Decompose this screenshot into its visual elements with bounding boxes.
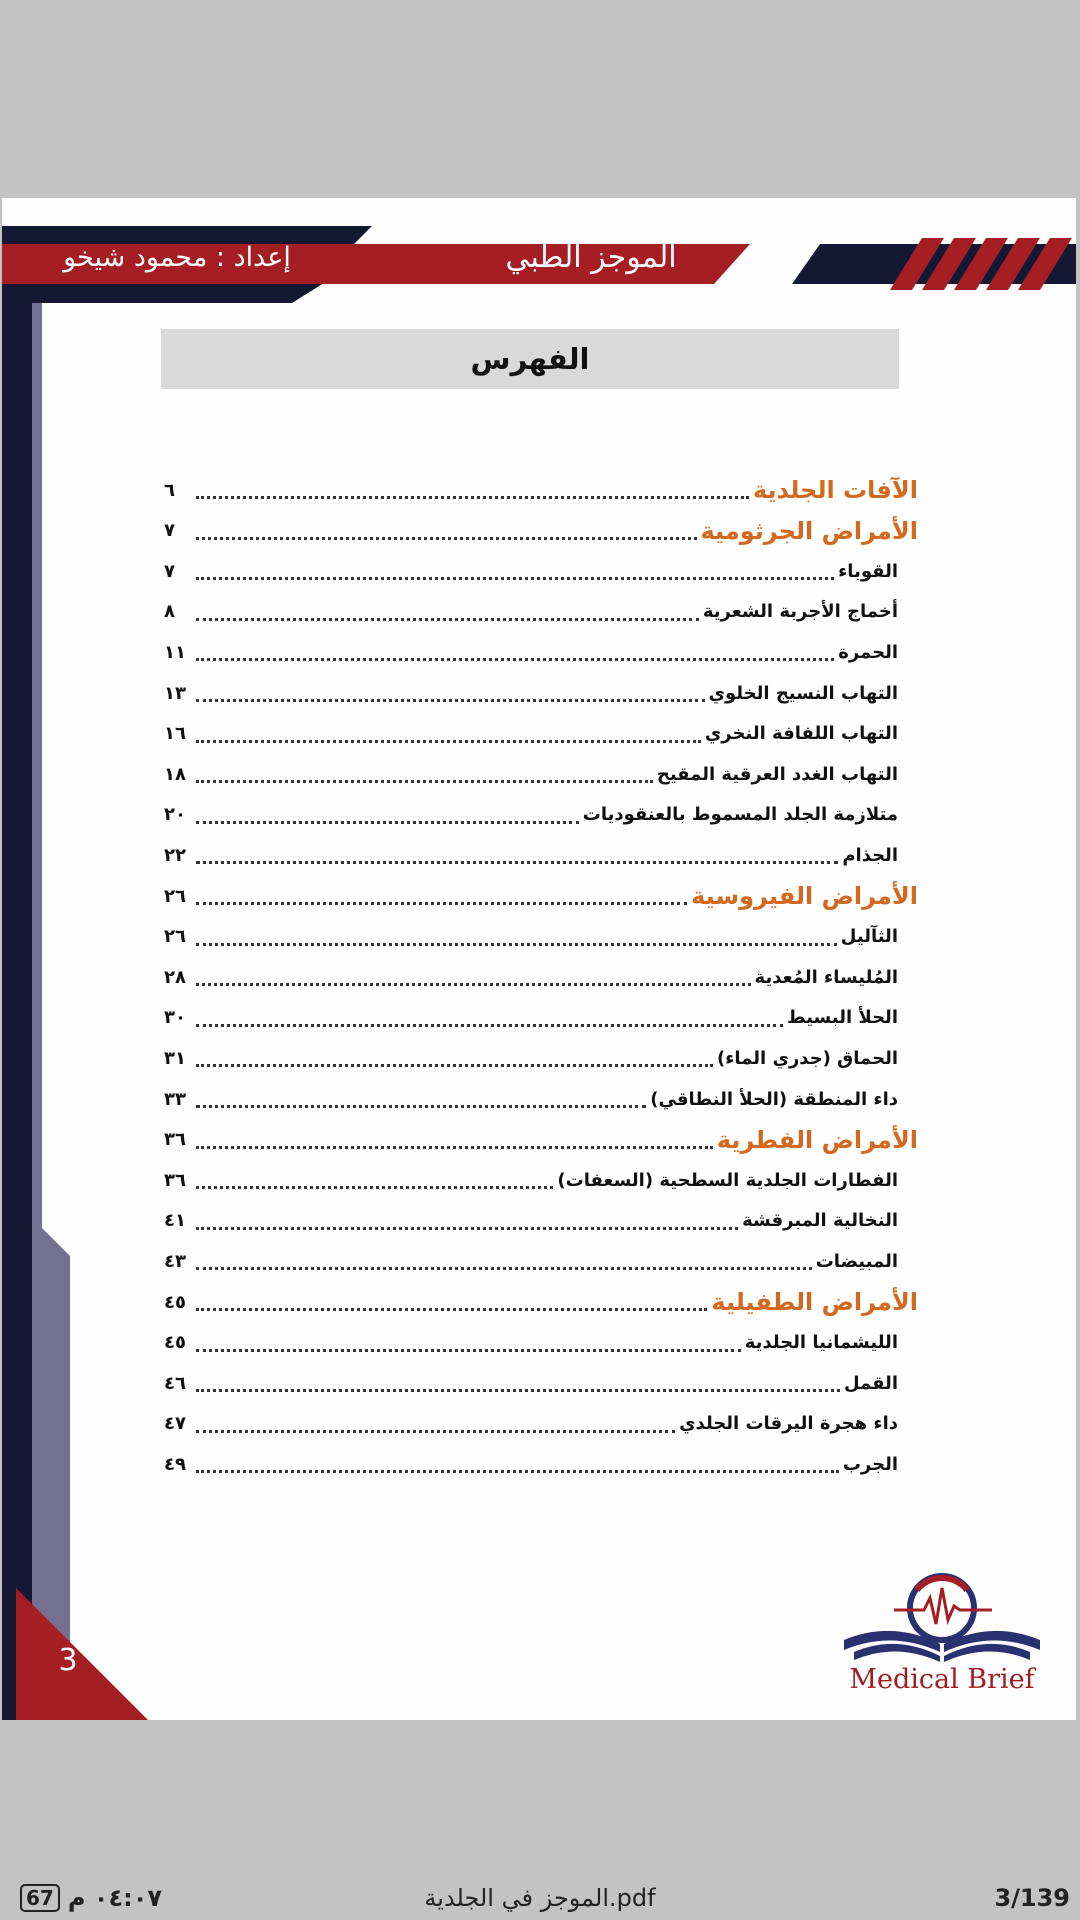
toc-entry[interactable] bbox=[164, 1363, 918, 1403]
toc-leader-dots bbox=[196, 618, 699, 621]
toc-title: الفهرس bbox=[470, 342, 590, 376]
toc-page-number: ٤١ bbox=[164, 1210, 186, 1232]
toc-page-number: ٢٨ bbox=[164, 966, 186, 988]
document-page bbox=[2, 198, 1076, 1720]
toc-label: داء هجرة اليرقات الجلدي bbox=[679, 1413, 898, 1435]
toc-entry[interactable] bbox=[164, 1038, 918, 1078]
toc-page-number: ٤٥ bbox=[164, 1291, 186, 1313]
toc-leader-dots bbox=[196, 1470, 839, 1473]
toc-page-number: ٣٦ bbox=[164, 1169, 186, 1191]
toc-section[interactable] bbox=[164, 1120, 918, 1160]
toc-page-number: ٣٠ bbox=[164, 1007, 186, 1029]
toc-entry[interactable] bbox=[164, 1201, 918, 1241]
toc-leader-dots bbox=[196, 740, 701, 743]
toc-label: الأمراض الفطرية bbox=[716, 1125, 918, 1154]
toc-entry[interactable] bbox=[164, 1079, 918, 1119]
toc-label: الحمرة bbox=[838, 641, 898, 663]
open-book-heartbeat-icon bbox=[832, 1568, 1052, 1668]
toc-leader-dots bbox=[196, 537, 697, 540]
toc-page-number: ٤٩ bbox=[164, 1453, 186, 1475]
toc-label: داء المنطقة (الحلأ النطاقي) bbox=[650, 1088, 898, 1110]
viewer-footer bbox=[0, 1880, 1080, 1920]
toc-entry[interactable] bbox=[164, 957, 918, 997]
toc-page-number: ٤٦ bbox=[164, 1372, 186, 1394]
logo-text: Medical Brief bbox=[849, 1664, 1035, 1695]
toc-leader-dots bbox=[196, 1267, 812, 1270]
toc-section[interactable] bbox=[164, 470, 918, 510]
toc-leader-dots bbox=[196, 1227, 738, 1230]
toc-leader-dots bbox=[196, 1024, 783, 1027]
toc-label: الأمراض الطفيلية bbox=[711, 1288, 918, 1316]
toc-page-number: ٧ bbox=[164, 520, 175, 542]
clock-time: ٠٤:٠٧ م bbox=[67, 1884, 162, 1912]
toc-page-number: ٢٠ bbox=[164, 804, 186, 826]
toc-label: الآفات الجلدية bbox=[752, 476, 918, 504]
toc-label: الجذام bbox=[842, 844, 898, 866]
toc-entry[interactable] bbox=[164, 1404, 918, 1444]
toc-title-box bbox=[161, 329, 899, 389]
toc-section[interactable] bbox=[164, 511, 918, 551]
toc-label: الأمراض الجرثومية bbox=[700, 516, 918, 545]
medical-brief-logo bbox=[832, 1568, 1052, 1698]
toc-page-number: ١١ bbox=[164, 641, 186, 663]
toc-label: أخماج الأجربة الشعرية bbox=[702, 601, 898, 623]
toc-label: الحلأ البسيط bbox=[786, 1007, 898, 1029]
toc-page-number: ٣١ bbox=[164, 1047, 186, 1069]
toc-label: التهاب النسيج الخلوي bbox=[708, 682, 898, 704]
toc-page-number: ١٨ bbox=[164, 763, 186, 785]
toc-page-number: ٣٣ bbox=[164, 1088, 186, 1110]
toc-label: الأمراض الفيروسية bbox=[691, 882, 918, 910]
toc-entry[interactable] bbox=[164, 632, 918, 672]
toc-entry[interactable] bbox=[164, 1444, 918, 1484]
page-number: 3 bbox=[58, 1643, 78, 1678]
toc-page-number: ١٣ bbox=[164, 682, 186, 704]
toc-page-number: ٤٥ bbox=[164, 1332, 186, 1354]
toc-leader-dots bbox=[196, 1186, 553, 1189]
toc-label: القوباء bbox=[838, 560, 898, 582]
toc-section[interactable] bbox=[164, 876, 918, 916]
toc-label: المبيضات bbox=[815, 1250, 898, 1272]
toc-leader-dots bbox=[196, 577, 834, 580]
toc-entry[interactable] bbox=[164, 754, 918, 794]
page-counter[interactable]: 3/139 bbox=[994, 1884, 1070, 1912]
toc-leader-dots bbox=[196, 699, 705, 702]
toc-leader-dots bbox=[196, 496, 749, 499]
toc-label: الليشمانيا الجلدية bbox=[744, 1332, 898, 1354]
toc-entry[interactable] bbox=[164, 714, 918, 754]
toc-page-number: ١٦ bbox=[164, 723, 186, 745]
toc-entry[interactable] bbox=[164, 673, 918, 713]
toc-entry[interactable] bbox=[164, 795, 918, 835]
toc-entry[interactable] bbox=[164, 1241, 918, 1281]
toc-page-number: ٤٣ bbox=[164, 1250, 186, 1272]
toc-page-number: ٨ bbox=[164, 601, 175, 623]
toc-label: التهاب اللفافة النخري bbox=[704, 723, 898, 745]
toc-leader-dots bbox=[196, 902, 687, 905]
toc-leader-dots bbox=[196, 1105, 646, 1108]
toc-leader-dots bbox=[196, 1430, 675, 1433]
status-area bbox=[20, 1884, 162, 1912]
toc-label: المُليساء المُعدية bbox=[754, 966, 898, 988]
toc-entry[interactable] bbox=[164, 551, 918, 591]
toc-entry[interactable] bbox=[164, 998, 918, 1038]
toc-entry[interactable] bbox=[164, 1323, 918, 1363]
toc-page-number: ٦ bbox=[164, 479, 175, 501]
file-name: الموجز في الجلدية.pdf bbox=[424, 1884, 656, 1912]
toc-leader-dots bbox=[196, 1308, 707, 1311]
header-title: الموجز الطبي bbox=[505, 240, 677, 275]
toc-label: الثآليل bbox=[840, 926, 898, 948]
toc-label: التهاب الغدد العرقية المقيح bbox=[656, 763, 898, 785]
battery-badge: 67 bbox=[20, 1884, 60, 1912]
toc-page-number: ٧ bbox=[164, 560, 175, 582]
toc-leader-dots bbox=[196, 1349, 741, 1352]
toc-page-number: ٢٦ bbox=[164, 926, 186, 948]
toc-page-number: ٢٢ bbox=[164, 844, 186, 866]
toc-leader-dots bbox=[196, 780, 653, 783]
toc-label: متلازمة الجلد المسموط بالعنقوديات bbox=[582, 804, 898, 826]
toc-section[interactable] bbox=[164, 1282, 918, 1322]
header-author: إعداد : محمود شيخو bbox=[63, 242, 291, 273]
toc-label: الفطارات الجلدية السطحية (السعفات) bbox=[557, 1169, 898, 1191]
toc-label: القمل bbox=[843, 1372, 898, 1394]
toc-page-number: ٢٦ bbox=[164, 885, 186, 907]
toc-entry[interactable] bbox=[164, 592, 918, 632]
toc-leader-dots bbox=[196, 1064, 713, 1067]
toc-page-number: ٤٧ bbox=[164, 1413, 186, 1435]
toc-label: النخالية المبرقشة bbox=[742, 1210, 898, 1232]
toc-label: الجرب bbox=[842, 1453, 898, 1475]
toc-page-number: ٣٦ bbox=[164, 1129, 186, 1151]
toc-entry[interactable] bbox=[164, 835, 918, 875]
toc-leader-dots bbox=[196, 1146, 713, 1149]
toc-leader-dots bbox=[196, 861, 838, 864]
toc-entry[interactable] bbox=[164, 917, 918, 957]
toc-label: الحماق (جدري الماء) bbox=[717, 1047, 898, 1069]
toc-leader-dots bbox=[196, 943, 837, 946]
toc-leader-dots bbox=[196, 821, 579, 824]
toc-leader-dots bbox=[196, 1389, 840, 1392]
toc-entry[interactable] bbox=[164, 1160, 918, 1200]
toc-leader-dots bbox=[196, 658, 834, 661]
toc-leader-dots bbox=[196, 983, 751, 986]
